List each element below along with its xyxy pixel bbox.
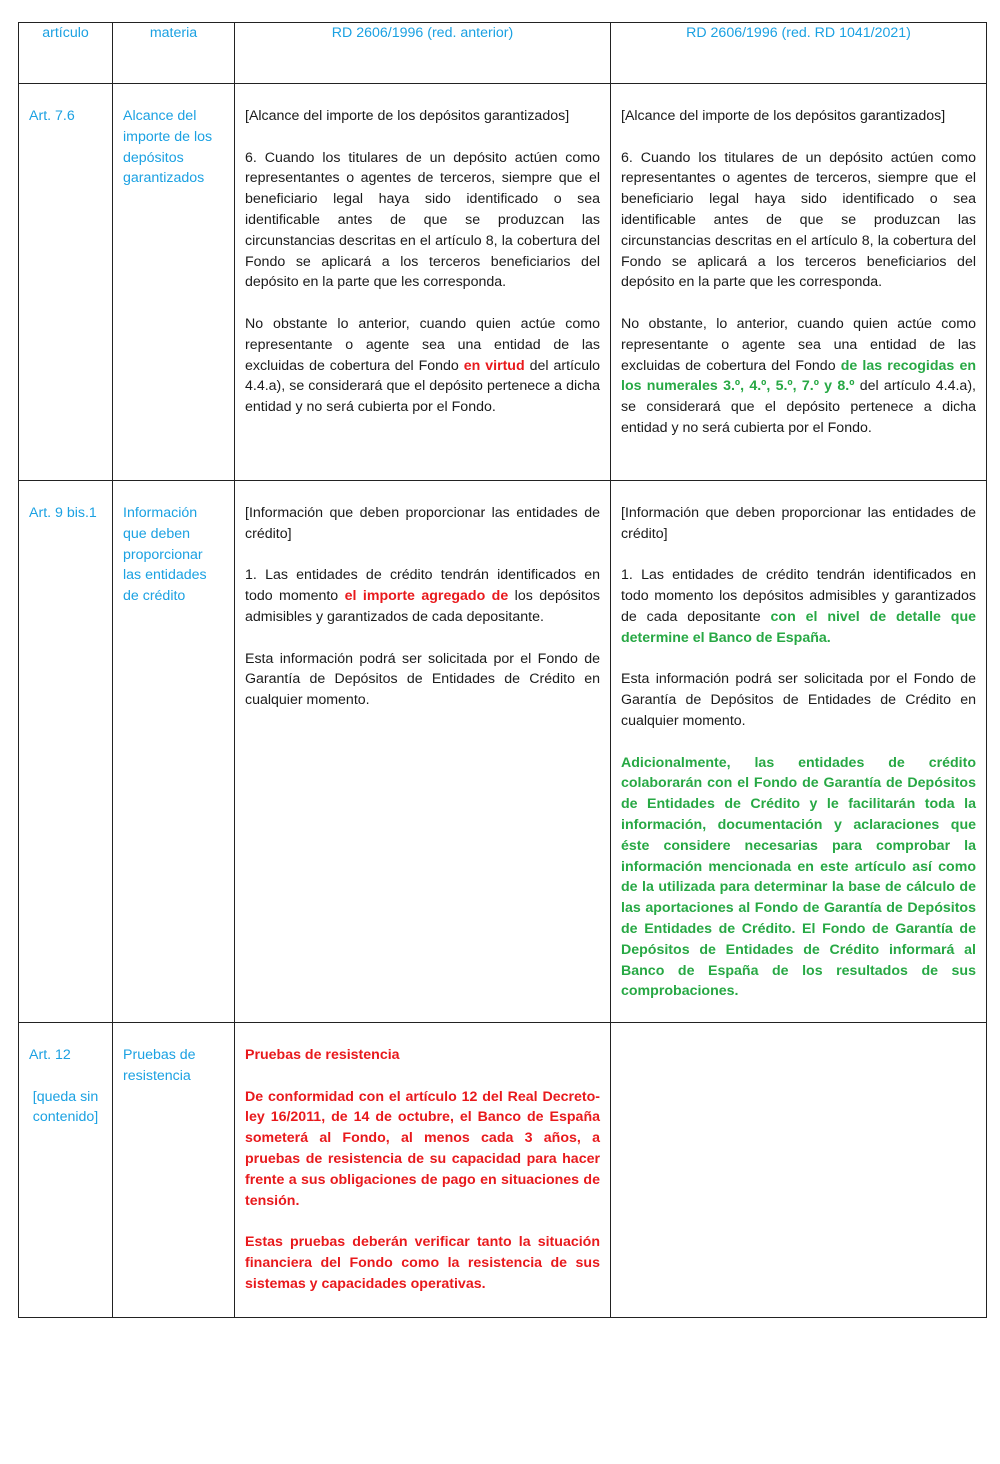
comparison-table (18, 22, 987, 1318)
article-cell (19, 1023, 113, 1318)
header-old-version: RD 2606/1996 (red. anterior) (235, 23, 611, 84)
table-header-row (19, 23, 987, 84)
section-title: [Alcance del importe de los depósitos garantizados] (621, 108, 946, 124)
table-row (19, 84, 987, 481)
section-title: [Alcance del importe de los depósitos garantizados] (245, 108, 570, 124)
paragraph: Esta información podrá ser solicitada por el Fondo de Garantía de Depósitos de Entidades de Crédito en cualquier momento. (621, 671, 976, 729)
materia-text: Alcance del importe de los depósitos garantizados (123, 108, 213, 187)
old-version-cell (235, 1023, 611, 1318)
paragraph: 1. Las entidades de crédito tendrán identificados en todo momento los depósitos admisibles y garantizados de cada depositante con el nivel de detalle que determine el Banco de España. (621, 567, 976, 646)
added-text: de las recogidas en los numerales 3.º, 4.º, 5.º, 7.º y 8.º (621, 357, 977, 395)
deleted-paragraph: De conformidad con el artículo 12 del Real Decreto-ley 16/2011, de 14 de octubre, el Banco de España someterá al Fondo, al menos cada 3 años, a pruebas de resistencia de su capacidad para hacer frente a sus obligaciones de pago en situaciones de tensión. (245, 1088, 600, 1209)
paragraph: 6. Cuando los titulares de un depósito actúen como representantes o agentes de terceros, siempre que el beneficiario legal haya sido identificado o sea identificable antes de que se produzcan las circunstancias descritas en el artículo 8, la cobertura del Fondo se aplicará a los terceros beneficiarios del depósito en la parte que les corresponda. (245, 149, 600, 291)
table-row (19, 1023, 987, 1318)
paragraph: 1. Las entidades de crédito tendrán identificados en todo momento el importe agregado de los depósitos admisibles y garantizados de cada depositante. (245, 567, 600, 625)
deleted-text: en virtud (463, 357, 525, 374)
deleted-text: el importe agregado de (344, 588, 509, 605)
added-text: con el nivel de detalle que determine el Banco de España. (621, 608, 976, 646)
table-row (19, 481, 987, 1023)
materia-text: Información que deben proporcionar las entidades de crédito (123, 505, 207, 605)
header-materia: materia (113, 23, 235, 84)
old-version-cell (235, 84, 611, 481)
article-cell (19, 84, 113, 481)
deleted-section-title: Pruebas de resistencia (245, 1047, 400, 1063)
materia-cell (113, 84, 235, 481)
new-version-cell (611, 481, 987, 1023)
paragraph: Esta información podrá ser solicitada por el Fondo de Garantía de Depósitos de Entidades de Crédito en cualquier momento. (245, 650, 600, 709)
new-version-cell-empty (611, 1023, 987, 1318)
article-number: Art. 9 bis.1 (29, 505, 97, 521)
paragraph: 6. Cuando los titulares de un depósito actúen como representantes o agentes de terceros, siempre que el beneficiario legal haya sido identificado o sea identificable antes de que se produzcan las circunstancias descritas en el artículo 8, la cobertura del Fondo se aplicará a los terceros beneficiarios del depósito en la parte que les corresponda. (621, 149, 976, 291)
materia-cell (113, 1023, 235, 1318)
materia-cell (113, 481, 235, 1023)
article-note: [queda sin contenido] (32, 1088, 99, 1126)
header-new-version: RD 2606/1996 (red. RD 1041/2021) (611, 23, 987, 84)
materia-text: Pruebas de resistencia (123, 1047, 196, 1084)
article-number: Art. 12 (29, 1047, 71, 1063)
new-version-cell (611, 84, 987, 481)
section-title: [Información que deben proporcionar las entidades de crédito] (245, 505, 600, 542)
article-number: Art. 7.6 (29, 108, 75, 124)
old-version-cell (235, 481, 611, 1023)
article-cell (19, 481, 113, 1023)
deleted-paragraph: Estas pruebas deberán verificar tanto la situación financiera del Fondo como la resistencia de sus sistemas y capacidades operativas. (245, 1234, 600, 1292)
added-paragraph: Adicionalmente, las entidades de crédito colaborarán con el Fondo de Garantía de Depósitos de Entidades de Crédito y le facilitarán toda la información, documentación y aclaraciones que éste considere necesarias para comprobar la información mencionada en este artículo así como de la utilizada para determinar la base de cálculo de las aportaciones al Fondo de Garantía de Depósitos de Entidades de Crédito. El Fondo de Garantía de Depósitos de Entidades de Crédito informará al Banco de España de los resultados de sus comprobaciones. (621, 754, 976, 1000)
paragraph: No obstante, lo anterior, cuando quien actúe como representante o agente sea una entidad de las excluidas de cobertura del Fondo de las recogidas en los numerales 3.º, 4.º, 5.º, 7.º y 8.º del artículo 4.4.a), se considerará que el depósito pertenece a dicha entidad y no será cubierta por el Fondo. (621, 315, 977, 436)
section-title: [Información que deben proporcionar las entidades de crédito] (621, 505, 976, 542)
header-articulo: artículo (19, 23, 113, 84)
paragraph: No obstante lo anterior, cuando quien actúe como representante o agente sea una entidad de las excluidas de cobertura del Fondo en virtud del artículo 4.4.a), se considerará que el depósito pertenece a dicha entidad y no será cubierta por el Fondo. (245, 315, 600, 416)
